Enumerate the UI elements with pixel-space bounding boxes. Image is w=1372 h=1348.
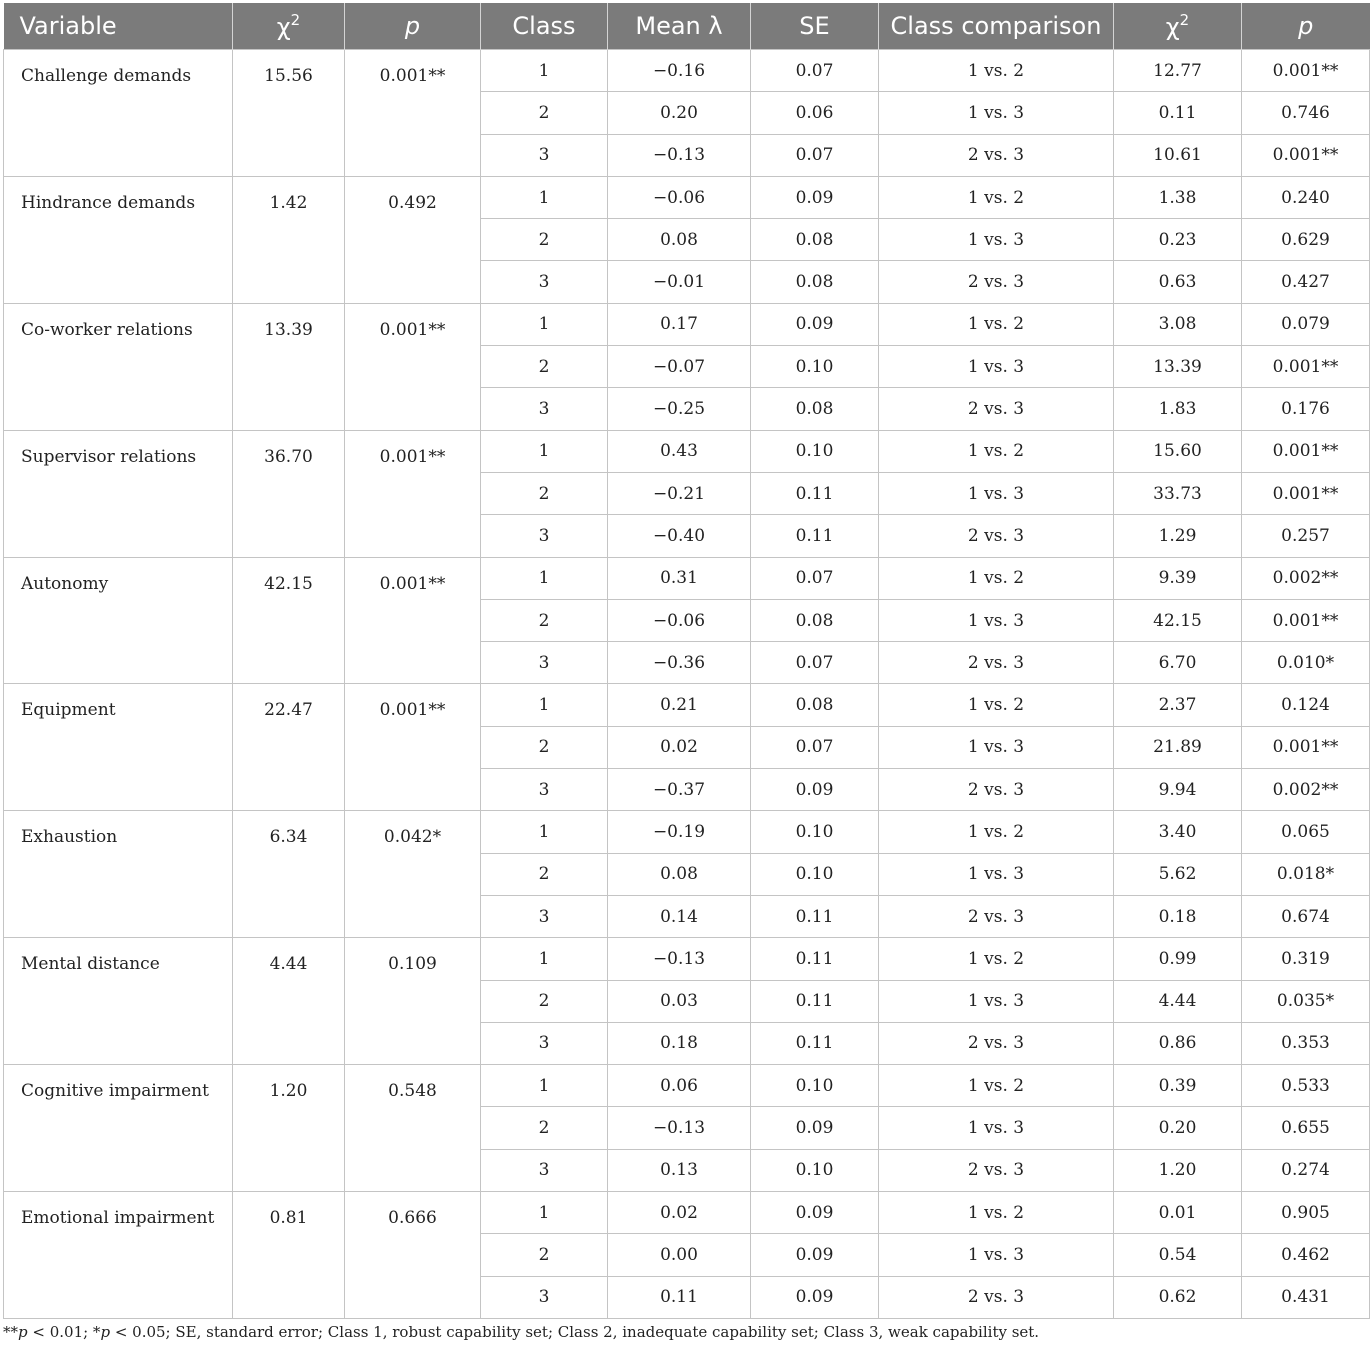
comparison-chi-square-cell: 2.37	[1114, 684, 1242, 726]
chi-square-cell: 15.56	[233, 50, 345, 177]
comparison-p-cell: 0.079	[1242, 303, 1370, 345]
comparison-chi-square-cell: 5.62	[1114, 853, 1242, 895]
class-cell: 2	[481, 980, 608, 1022]
class-cell: 2	[481, 853, 608, 895]
se-cell: 0.10	[751, 811, 879, 853]
variable-cell: Mental distance	[4, 938, 233, 1065]
class-cell: 2	[481, 346, 608, 388]
comparison-chi-square-cell: 0.01	[1114, 1192, 1242, 1234]
comparison-chi-square-cell: 13.39	[1114, 346, 1242, 388]
comparison-chi-square-cell: 12.77	[1114, 50, 1242, 92]
comparison-p-cell: 0.655	[1242, 1107, 1370, 1149]
class-comparison-cell: 2 vs. 3	[879, 1276, 1114, 1318]
mean-lambda-cell: −0.06	[608, 599, 751, 641]
p-value-cell: 0.548	[345, 1065, 481, 1192]
se-cell: 0.09	[751, 1107, 879, 1149]
chi-square-cell: 42.15	[233, 557, 345, 684]
table-row	[4, 430, 1370, 472]
variable-cell: Exhaustion	[4, 811, 233, 938]
se-cell: 0.09	[751, 1234, 879, 1276]
class-cell: 2	[481, 92, 608, 134]
chi-square-cell: 4.44	[233, 938, 345, 1065]
comparison-chi-square-cell: 0.23	[1114, 219, 1242, 261]
p-value-cell: 0.001**	[345, 430, 481, 557]
class-comparison-cell: 2 vs. 3	[879, 261, 1114, 303]
variable-cell: Co-worker relations	[4, 303, 233, 430]
comparison-chi-square-cell: 9.39	[1114, 557, 1242, 599]
comparison-p-cell: 0.257	[1242, 515, 1370, 557]
chi-square-cell: 1.20	[233, 1065, 345, 1192]
header-variable: Variable	[4, 3, 233, 50]
se-cell: 0.10	[751, 1065, 879, 1107]
results-table-container	[3, 3, 1369, 1319]
se-cell: 0.11	[751, 895, 879, 937]
class-comparison-cell: 1 vs. 2	[879, 50, 1114, 92]
se-cell: 0.09	[751, 1192, 879, 1234]
class-cell: 1	[481, 811, 608, 853]
header-p: p	[345, 3, 481, 50]
class-cell: 2	[481, 1234, 608, 1276]
class-comparison-cell: 2 vs. 3	[879, 388, 1114, 430]
mean-lambda-cell: −0.06	[608, 176, 751, 218]
chi-square-cell: 13.39	[233, 303, 345, 430]
se-cell: 0.11	[751, 1022, 879, 1064]
se-cell: 0.09	[751, 1276, 879, 1318]
header-mean-lambda: Mean λ	[608, 3, 751, 50]
mean-lambda-cell: −0.37	[608, 769, 751, 811]
header-comparison-p: p	[1242, 3, 1370, 50]
se-cell: 0.07	[751, 134, 879, 176]
mean-lambda-cell: 0.11	[608, 1276, 751, 1318]
comparison-p-cell: 0.065	[1242, 811, 1370, 853]
comparison-p-cell: 0.124	[1242, 684, 1370, 726]
p-value-cell: 0.109	[345, 938, 481, 1065]
class-cell: 3	[481, 769, 608, 811]
comparison-p-cell: 0.746	[1242, 92, 1370, 134]
class-comparison-cell: 1 vs. 3	[879, 599, 1114, 641]
se-cell: 0.07	[751, 726, 879, 768]
comparison-chi-square-cell: 21.89	[1114, 726, 1242, 768]
p-value-cell: 0.666	[345, 1192, 481, 1319]
mean-lambda-cell: −0.21	[608, 472, 751, 514]
comparison-p-cell: 0.001**	[1242, 430, 1370, 472]
se-cell: 0.10	[751, 1149, 879, 1191]
mean-lambda-cell: 0.20	[608, 92, 751, 134]
class-comparison-cell: 1 vs. 3	[879, 980, 1114, 1022]
comparison-p-cell: 0.319	[1242, 938, 1370, 980]
table-row	[4, 1065, 1370, 1107]
variable-cell: Supervisor relations	[4, 430, 233, 557]
mean-lambda-cell: −0.01	[608, 261, 751, 303]
class-cell: 3	[481, 388, 608, 430]
class-comparison-cell: 1 vs. 2	[879, 811, 1114, 853]
mean-lambda-cell: 0.03	[608, 980, 751, 1022]
comparison-p-cell: 0.629	[1242, 219, 1370, 261]
header-class: Class	[481, 3, 608, 50]
class-cell: 3	[481, 261, 608, 303]
mean-lambda-cell: −0.07	[608, 346, 751, 388]
class-comparison-cell: 1 vs. 2	[879, 430, 1114, 472]
class-cell: 3	[481, 895, 608, 937]
chi-square-cell: 36.70	[233, 430, 345, 557]
se-cell: 0.08	[751, 219, 879, 261]
comparison-chi-square-cell: 6.70	[1114, 642, 1242, 684]
class-cell: 1	[481, 303, 608, 345]
mean-lambda-cell: −0.16	[608, 50, 751, 92]
comparison-chi-square-cell: 0.63	[1114, 261, 1242, 303]
mean-lambda-cell: 0.13	[608, 1149, 751, 1191]
comparison-chi-square-cell: 33.73	[1114, 472, 1242, 514]
class-comparison-cell: 1 vs. 2	[879, 938, 1114, 980]
comparison-p-cell: 0.353	[1242, 1022, 1370, 1064]
mean-lambda-cell: 0.06	[608, 1065, 751, 1107]
class-cell: 2	[481, 1107, 608, 1149]
mean-lambda-cell: 0.02	[608, 726, 751, 768]
class-comparison-cell: 1 vs. 3	[879, 1107, 1114, 1149]
comparison-p-cell: 0.427	[1242, 261, 1370, 303]
se-cell: 0.06	[751, 92, 879, 134]
class-comparison-cell: 1 vs. 3	[879, 853, 1114, 895]
table-footnote: **p < 0.01; *p < 0.05; SE, standard error; Class 1, robust capability set; Class 2, inadequate capability set; Class 3, weak capability set.	[3, 1323, 1040, 1341]
comparison-p-cell: 0.001**	[1242, 346, 1370, 388]
class-comparison-cell: 1 vs. 3	[879, 219, 1114, 261]
comparison-chi-square-cell: 42.15	[1114, 599, 1242, 641]
table-row	[4, 50, 1370, 92]
comparison-p-cell: 0.001**	[1242, 134, 1370, 176]
mean-lambda-cell: 0.43	[608, 430, 751, 472]
class-cell: 3	[481, 515, 608, 557]
header-class-comparison: Class comparison	[879, 3, 1114, 50]
se-cell: 0.11	[751, 980, 879, 1022]
class-cell: 2	[481, 726, 608, 768]
comparison-p-cell: 0.035*	[1242, 980, 1370, 1022]
class-comparison-cell: 1 vs. 2	[879, 1065, 1114, 1107]
se-cell: 0.07	[751, 557, 879, 599]
class-cell: 1	[481, 430, 608, 472]
comparison-chi-square-cell: 0.86	[1114, 1022, 1242, 1064]
mean-lambda-cell: 0.21	[608, 684, 751, 726]
class-comparison-cell: 1 vs. 2	[879, 1192, 1114, 1234]
se-cell: 0.08	[751, 684, 879, 726]
se-cell: 0.09	[751, 303, 879, 345]
mean-lambda-cell: −0.36	[608, 642, 751, 684]
class-cell: 3	[481, 1022, 608, 1064]
header-se: SE	[751, 3, 879, 50]
se-cell: 0.08	[751, 261, 879, 303]
comparison-chi-square-cell: 0.20	[1114, 1107, 1242, 1149]
mean-lambda-cell: −0.40	[608, 515, 751, 557]
comparison-p-cell: 0.001**	[1242, 726, 1370, 768]
class-comparison-cell: 1 vs. 3	[879, 1234, 1114, 1276]
header-row	[4, 3, 1370, 50]
mean-lambda-cell: 0.14	[608, 895, 751, 937]
se-cell: 0.11	[751, 938, 879, 980]
class-cell: 3	[481, 134, 608, 176]
comparison-p-cell: 0.001**	[1242, 599, 1370, 641]
comparison-p-cell: 0.002**	[1242, 557, 1370, 599]
chi-square-cell: 22.47	[233, 684, 345, 811]
comparison-chi-square-cell: 4.44	[1114, 980, 1242, 1022]
comparison-chi-square-cell: 3.08	[1114, 303, 1242, 345]
class-comparison-cell: 1 vs. 2	[879, 303, 1114, 345]
header-chi-square: $\chi^2$	[233, 3, 345, 50]
class-cell: 1	[481, 1192, 608, 1234]
comparison-chi-square-cell: 15.60	[1114, 430, 1242, 472]
mean-lambda-cell: −0.25	[608, 388, 751, 430]
class-cell: 2	[481, 472, 608, 514]
class-comparison-cell: 2 vs. 3	[879, 769, 1114, 811]
comparison-chi-square-cell: 1.83	[1114, 388, 1242, 430]
p-value-cell: 0.001**	[345, 557, 481, 684]
variable-cell: Equipment	[4, 684, 233, 811]
comparison-chi-square-cell: 0.54	[1114, 1234, 1242, 1276]
class-comparison-cell: 2 vs. 3	[879, 134, 1114, 176]
mean-lambda-cell: 0.18	[608, 1022, 751, 1064]
class-cell: 3	[481, 1276, 608, 1318]
chi-square-cell: 0.81	[233, 1192, 345, 1319]
comparison-chi-square-cell: 0.18	[1114, 895, 1242, 937]
comparison-chi-square-cell: 0.62	[1114, 1276, 1242, 1318]
se-cell: 0.10	[751, 346, 879, 388]
se-cell: 0.09	[751, 769, 879, 811]
variable-cell: Cognitive impairment	[4, 1065, 233, 1192]
comparison-p-cell: 0.240	[1242, 176, 1370, 218]
table-row	[4, 811, 1370, 853]
class-comparison-cell: 1 vs. 3	[879, 92, 1114, 134]
class-comparison-cell: 1 vs. 3	[879, 726, 1114, 768]
se-cell: 0.08	[751, 388, 879, 430]
mean-lambda-cell: −0.13	[608, 938, 751, 980]
mean-lambda-cell: −0.19	[608, 811, 751, 853]
comparison-p-cell: 0.674	[1242, 895, 1370, 937]
comparison-p-cell: 0.001**	[1242, 472, 1370, 514]
class-comparison-cell: 1 vs. 3	[879, 346, 1114, 388]
class-comparison-cell: 2 vs. 3	[879, 1022, 1114, 1064]
chi-square-cell: 6.34	[233, 811, 345, 938]
comparison-p-cell: 0.002**	[1242, 769, 1370, 811]
comparison-chi-square-cell: 0.39	[1114, 1065, 1242, 1107]
class-cell: 2	[481, 599, 608, 641]
variable-cell: Hindrance demands	[4, 176, 233, 303]
mean-lambda-cell: 0.00	[608, 1234, 751, 1276]
comparison-p-cell: 0.010*	[1242, 642, 1370, 684]
comparison-p-cell: 0.274	[1242, 1149, 1370, 1191]
class-cell: 1	[481, 557, 608, 599]
class-cell: 1	[481, 684, 608, 726]
comparison-p-cell: 0.462	[1242, 1234, 1370, 1276]
class-cell: 1	[481, 176, 608, 218]
table-body	[4, 50, 1370, 1319]
mean-lambda-cell: −0.13	[608, 1107, 751, 1149]
comparison-chi-square-cell: 9.94	[1114, 769, 1242, 811]
comparison-p-cell: 0.176	[1242, 388, 1370, 430]
class-comparison-cell: 2 vs. 3	[879, 1149, 1114, 1191]
header-comparison-chi-square: $\chi^2$	[1114, 3, 1242, 50]
se-cell: 0.10	[751, 430, 879, 472]
comparison-p-cell: 0.001**	[1242, 50, 1370, 92]
comparison-p-cell: 0.905	[1242, 1192, 1370, 1234]
se-cell: 0.08	[751, 599, 879, 641]
mean-lambda-cell: −0.13	[608, 134, 751, 176]
class-comparison-cell: 1 vs. 2	[879, 557, 1114, 599]
mean-lambda-cell: 0.08	[608, 219, 751, 261]
p-value-cell: 0.492	[345, 176, 481, 303]
table-row	[4, 684, 1370, 726]
mean-lambda-cell: 0.31	[608, 557, 751, 599]
class-cell: 3	[481, 1149, 608, 1191]
class-comparison-cell: 2 vs. 3	[879, 642, 1114, 684]
table-row	[4, 303, 1370, 345]
class-cell: 1	[481, 50, 608, 92]
variable-cell: Challenge demands	[4, 50, 233, 177]
se-cell: 0.09	[751, 176, 879, 218]
table-row	[4, 176, 1370, 218]
mean-lambda-cell: 0.02	[608, 1192, 751, 1234]
table-row	[4, 938, 1370, 980]
comparison-chi-square-cell: 10.61	[1114, 134, 1242, 176]
comparison-p-cell: 0.533	[1242, 1065, 1370, 1107]
comparison-chi-square-cell: 1.29	[1114, 515, 1242, 557]
se-cell: 0.07	[751, 50, 879, 92]
mean-lambda-cell: 0.08	[608, 853, 751, 895]
se-cell: 0.11	[751, 472, 879, 514]
class-comparison-cell: 1 vs. 2	[879, 684, 1114, 726]
class-comparison-cell: 1 vs. 2	[879, 176, 1114, 218]
table-row	[4, 1192, 1370, 1234]
class-cell: 1	[481, 1065, 608, 1107]
class-cell: 1	[481, 938, 608, 980]
p-value-cell: 0.001**	[345, 303, 481, 430]
p-value-cell: 0.042*	[345, 811, 481, 938]
variable-cell: Autonomy	[4, 557, 233, 684]
comparison-chi-square-cell: 3.40	[1114, 811, 1242, 853]
se-cell: 0.11	[751, 515, 879, 557]
se-cell: 0.07	[751, 642, 879, 684]
chi-square-cell: 1.42	[233, 176, 345, 303]
comparison-chi-square-cell: 1.20	[1114, 1149, 1242, 1191]
results-table	[3, 3, 1370, 1319]
class-comparison-cell: 2 vs. 3	[879, 515, 1114, 557]
mean-lambda-cell: 0.17	[608, 303, 751, 345]
table-row	[4, 557, 1370, 599]
class-comparison-cell: 2 vs. 3	[879, 895, 1114, 937]
comparison-p-cell: 0.431	[1242, 1276, 1370, 1318]
p-value-cell: 0.001**	[345, 684, 481, 811]
variable-cell: Emotional impairment	[4, 1192, 233, 1319]
comparison-chi-square-cell: 1.38	[1114, 176, 1242, 218]
class-cell: 3	[481, 642, 608, 684]
comparison-chi-square-cell: 0.99	[1114, 938, 1242, 980]
comparison-chi-square-cell: 0.11	[1114, 92, 1242, 134]
class-comparison-cell: 1 vs. 3	[879, 472, 1114, 514]
comparison-p-cell: 0.018*	[1242, 853, 1370, 895]
p-value-cell: 0.001**	[345, 50, 481, 177]
se-cell: 0.10	[751, 853, 879, 895]
class-cell: 2	[481, 219, 608, 261]
